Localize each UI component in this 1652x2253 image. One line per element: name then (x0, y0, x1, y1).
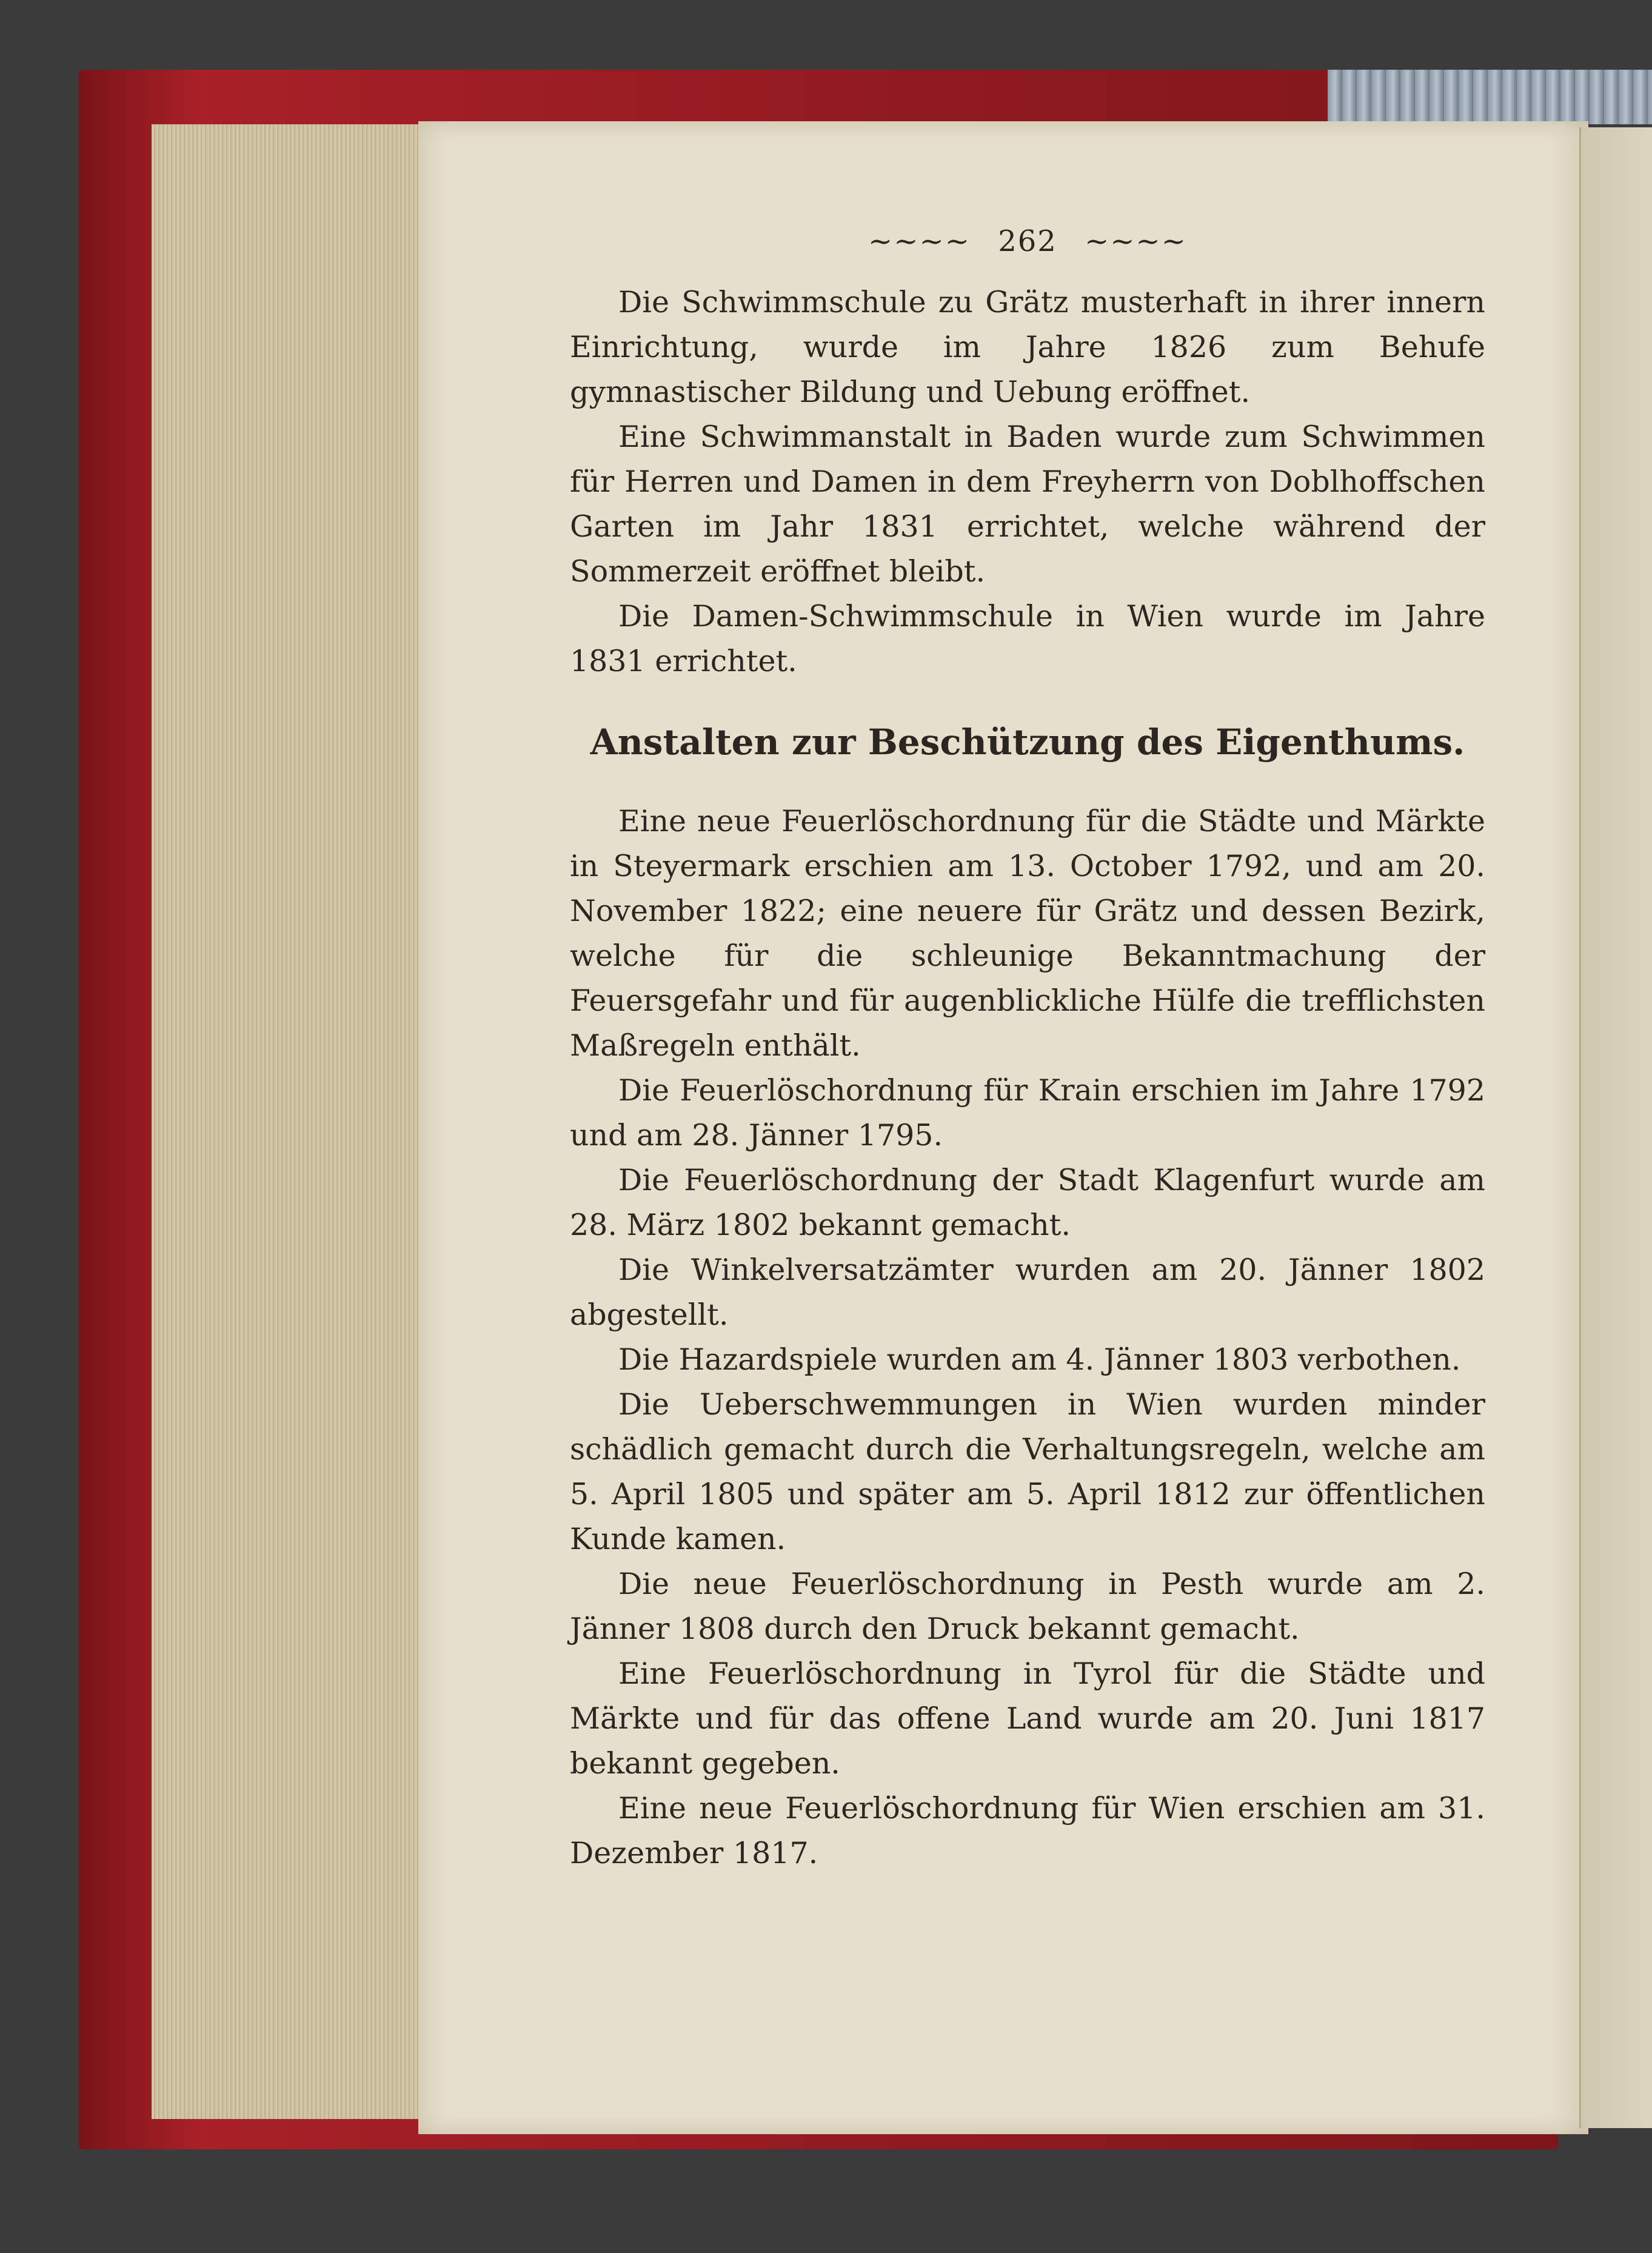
spine-strip (1328, 70, 1652, 124)
paragraph-feuerloeschordnung-wien: Eine neue Feuerlöschordnung für Wien erschien am 31. Dezember 1817. (570, 1791, 1485, 1870)
page-header (570, 224, 1485, 258)
page-number-ornament-right: ~~~~ (1085, 224, 1187, 258)
paragraph-feuerloeschordnung-pesth: Die neue Feuerlöschordnung in Pesth wurde am 2. Jänner 1808 durch den Druck bekannt gemacht. (570, 1567, 1485, 1646)
paragraph-feuerloeschordnung-krain: Die Feuerlöschordnung für Krain erschien im Jahre 1792 und am 28. Jänner 1795. (570, 1073, 1485, 1153)
next-page-edge (1579, 127, 1652, 2128)
page-text (570, 224, 1485, 1876)
paragraph-schwimmschule-graetz: Die Schwimmschule zu Grätz musterhaft in ihrer innern Einrichtung, wurde im Jahre 1826 zum Behufe gymnastischer Bildung und Uebung eröffnet. (570, 285, 1485, 409)
page-number: 262 (998, 224, 1057, 258)
paragraph-ueberschwemmungen: Die Ueberschwemmungen in Wien wurden minder schädlich gemacht durch die Verhaltungsregeln, welche am 5. April 1805 und später am 5. April 1812 zur öffentlichen Kunde kamen. (570, 1387, 1485, 1556)
page-number-ornament-left: ~~~~ (868, 224, 971, 258)
page-edges (152, 124, 420, 2119)
paragraph-feuerloeschordnung-steyermark: Eine neue Feuerlöschordnung für die Städte und Märkte in Steyermark erschien am 13. October 1792, und am 20. November 1822; eine neuere für Grätz und dessen Bezirk, welche für die schleunige Bekanntmachung der Feuersgefahr und für augenblickliche Hülfe die trefflichsten Maßregeln enthält. (570, 804, 1485, 1063)
paragraph-winkelversatzaemter: Die Winkelversatzämter wurden am 20. Jänner 1802 abgestellt. (570, 1253, 1485, 1332)
paragraph-feuerloeschordnung-tyrol: Eine Feuerlöschordnung in Tyrol für die Städte und Märkte und für das offene Land wurde am 20. Juni 1817 bekannt gegeben. (570, 1656, 1485, 1781)
paragraph-hazardspiele: Die Hazardspiele wurden am 4. Jänner 1803 verbothen. (618, 1342, 1461, 1377)
paragraph-feuerloeschordnung-klagenfurt: Die Feuerlöschordnung der Stadt Klagenfurt wurde am 28. März 1802 bekannt gemacht. (570, 1163, 1485, 1242)
paragraph-schwimmanstalt-baden: Eine Schwimmanstalt in Baden wurde zum Schwimmen für Herren und Damen in dem Freyherrn von Doblhoffschen Garten im Jahr 1831 errichtet, welche während der Sommerzeit eröffnet bleibt. (570, 420, 1485, 589)
paragraph-damen-schwimmschule: Die Damen-Schwimmschule in Wien wurde im Jahre 1831 errichtet. (570, 599, 1485, 678)
section-heading: Anstalten zur Beschützung des Eigenthums. (590, 721, 1465, 763)
